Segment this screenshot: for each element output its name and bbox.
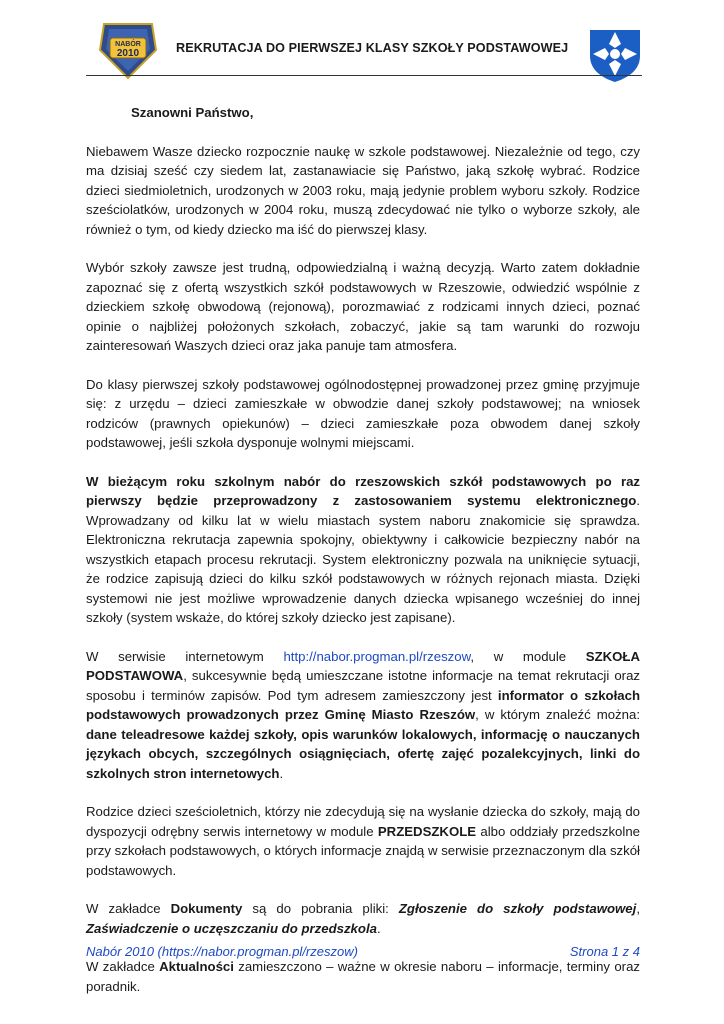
nabor-2010-logo [96,20,160,80]
nabor-link[interactable]: http://nabor.progman.pl/rzeszow [283,648,471,664]
p5-text-e: . [279,765,284,781]
page-header [86,18,644,80]
p7-text-c: , [636,901,640,916]
paragraph-7 [86,899,640,938]
paragraph-5 [86,647,640,784]
p5-text-c: , sukcesywnie będą umieszczane istotne informacje na temat rekrutacji oraz sposobu i terminów zapisów. Pod tym adresem zamieszczony jest [86,668,640,703]
paragraph-8 [86,957,640,996]
p6-text-b: albo oddziały przedszkolne przy szkołach podstawowych, o których informacje znajdą w serwisie przeznaczonym dla szkół podstawowych. [86,823,640,878]
page-number: Strona 1 z 4 [569,944,640,959]
svg-text:2010: 2010 [116,48,140,59]
page-footer [86,944,640,959]
p7-text-a: W zakładce [86,901,171,916]
paragraph-1: Niebawem Wasze dziecko rozpocznie naukę w szkole podstawowej. Niezależnie od tego, czy ma dzisiaj sześć czy siedem lat, zastanawiacie się Państwo, jaką szkołę wybrać. Rodzice dzieci siedmioletnich, urodzonych w 2003 roku, mają jedynie problem wyboru szkoły. Rodzice sześciolatków, urodzonych w 2004 roku, muszą zdecydować nie tylko o wyborze szkoły, ale również o tym, od kiedy dziecko ma iść do pierwszej klasy. [86,143,640,237]
paragraph-4 [86,472,640,628]
p5-details: dane teleadresowe każdej szkoły, opis warunków lokalowych, informację o nauczanych językach obcych, szczególnych osiągnięciach, ofertę zajęć pozalekcyjnych, linki do szkolnych stron internetowych [86,726,640,781]
paragraph-3: Do klasy pierwszej szkoły podstawowej ogólnodostępnej prowadzonej przez gminę przyjmuje się: z urzędu – dzieci zamieszkałe w obwodzie danej szkoły podstawowej; na wniosek rodziców (prawnych opiekunów) – dzieci zamieszkałe poza obwodem danej szkoły podstawowej, jeśli szkoła dysponuje wolnymi miejscami. [86,376,640,450]
paragraph-2: Wybór szkoły zawsze jest trudną, odpowiedzialną i ważną decyzją. Warto zatem dokładnie zapoznać się z ofertą wszystkich szkół podstawowych w Rzeszowie, odwiedzić wspólnie z dzieckiem szkołę obwodową (rejonową), porozmawiać z rodzicami innych dzieci, poznać opinie o najbliżej położonych szkołach, zobaczyć, jakie są tam warunki do rozwoju zainteresowań Waszych dzieci oraz jaka panuje tam atmosfera. [86,260,640,353]
p4-bold: W bieżącym roku szkolnym nabór do rzeszowskich szkół podstawowych po raz pierwszy będzie przeprowadzony z zastosowaniem systemu elektronicznego [86,473,640,508]
header-divider [86,75,642,76]
p7-text-b: są do pobrania pliki: [242,901,399,916]
footer-source: Nabór 2010 (https://nabor.progman.pl/rzeszow) [86,944,358,959]
page-title: REKRUTACJA DO PIERWSZEJ KLASY SZKOŁY PODSTAWOWEJ [176,41,569,55]
p7-file-2: Zaświadczenie o uczęszczaniu do przedszkola [86,920,377,936]
p5-text-a: W serwisie internetowym [86,648,284,664]
p4-text: . Wprowadzany od kilku lat w wielu miastach system naboru znakomicie się sprawdza. Elektroniczna rekrutacja zapewnia spokojny, obiektywny i całkowicie bezpieczny nabór na wszystkich etapach procesu rekrutacji. System elektroniczny pozwala na uniknięcie sytuacji, że rodzice zapisują dzieci do kilku szkół podstawowych w różnych rejonach miasta. Dzięki systemowi nie jest możliwe wprowadzenie danych dziecka wpisanego wcześniej do innej szkoły (system wskaże, do której szkoły dziecko jest zapisane). [86,493,640,625]
p5-text-d: , w którym znaleźć można: [475,707,640,722]
p5-text-b: , w module [470,648,586,664]
paragraph-6 [86,802,640,880]
p7-tab-name: Dokumenty [170,901,243,916]
p7-file-1: Zgłoszenie do szkoły podstawowej [398,901,637,916]
svg-text:NABÓR: NABÓR [115,41,141,48]
p5-informator: informator o szkołach podstawowych prowadzonych przez Gminę Miasto Rzeszów [86,687,640,722]
p8-tab-name: Aktualności [159,959,234,974]
p6-text-a: Rodzice dzieci sześcioletnich, którzy nie zdecydują się na wysłanie dziecka do szkoły, mają do dyspozycji odrębny serwis internetowy w module [86,804,640,839]
p5-module-name: SZKOŁA PODSTAWOWA [86,648,640,683]
p8-text-a: W zakładce [86,959,160,974]
letter-body [86,103,640,1015]
p8-text-b: zamieszczono – ważne w okresie naboru – informacje, terminy oraz poradnik. [86,959,640,994]
p7-text-d: . [376,920,381,936]
greeting: Szanowni Państwo, [131,105,254,120]
p6-module-name: PRZEDSZKOLE [377,823,477,839]
